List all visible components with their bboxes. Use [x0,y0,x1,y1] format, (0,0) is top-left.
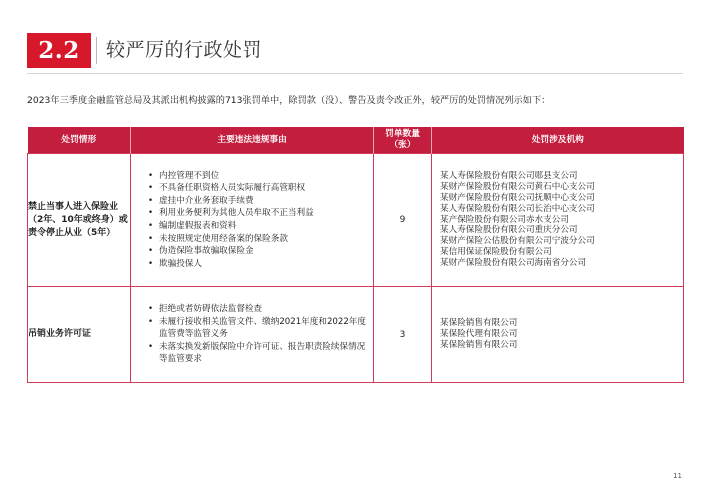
list-item: 某保险销售有限公司 [440,339,518,350]
col-header-count: 罚单数量 （张） [374,127,432,154]
list-item: • 伪造保险事故骗取保险金 [159,245,373,258]
list-item: • 未落实换发新版保险中介许可证、报告职责险续保情况等监管要求 [159,341,373,366]
list-item: • 未按照规定使用经备案的保险条款 [159,233,373,246]
section-title: 较严厉的行政处罚 [106,39,263,61]
institution-list [432,154,684,287]
list-item: 某信用保证保险股份有限公司 [440,247,552,258]
title-divider [96,37,97,64]
list-item: 某财产保险股份有限公司海南省分公司 [440,258,587,269]
list-item: 某人寿保险股份有限公司重庆分公司 [440,225,578,236]
violation-reasons [131,287,374,383]
list-item: 某人寿保险股份有限公司郧县支公司 [440,170,578,181]
table-header-row [28,127,684,154]
section-number-badge: 2.2 [27,33,91,68]
list-item: 某人寿保险股份有限公司长治中心支公司 [440,203,595,214]
list-item: • 利用业务便利为其他人员牟取不正当利益 [159,207,373,220]
list-item: 某保险代理有限公司 [440,329,518,340]
list-item: 某财产保险公估股份有限公司宁波分公司 [440,236,595,247]
list-item: • 不具备任职资格人员实际履行高管职权 [159,182,373,195]
penalty-category: 吊销业务许可证 [28,287,131,383]
list-item: • 欺骗投保人 [159,258,373,271]
list-item: • 内控管理不到位 [159,170,373,183]
col-header-violations: 主要违法违规事由 [131,127,374,154]
penalty-table [27,127,684,383]
table-row [28,154,684,287]
list-item: • 未履行接收相关监管文件、缴纳2021年度和2022年度监管费等监管义务 [159,316,373,341]
list-item: 某财产保险股份有限公司黄石中心支公司 [440,181,595,192]
ticket-count: 9 [374,154,432,287]
page-number: 11 [673,472,682,480]
institution-list [432,287,684,383]
list-item: • 拒绝或者妨碍依法监督检查 [159,303,373,316]
header-rule [27,73,683,74]
table-row [28,287,684,383]
list-item: 某财产保险股份有限公司抚顺中心支公司 [440,192,595,203]
list-item: 某保险销售有限公司 [440,318,518,329]
list-item: 某产保险股份有限公司赤水支公司 [440,214,569,225]
violation-reasons [131,154,374,287]
list-item: • 虚挂中介业务套取手续费 [159,195,373,208]
intro-paragraph: 2023年三季度金融监管总局及其派出机构披露的713张罚单中，除罚款（没）、警告及责令改正外，较严厉的处罚情况列示如下： [27,95,551,106]
penalty-category: 禁止当事人进入保险业（2年、10年或终身）或责令停止从业（5年） [28,154,131,287]
ticket-count: 3 [374,287,432,383]
list-item: • 编制虚假报表和资料 [159,220,373,233]
col-header-institutions: 处罚涉及机构 [432,127,684,154]
col-header-category: 处罚情形 [28,127,131,154]
